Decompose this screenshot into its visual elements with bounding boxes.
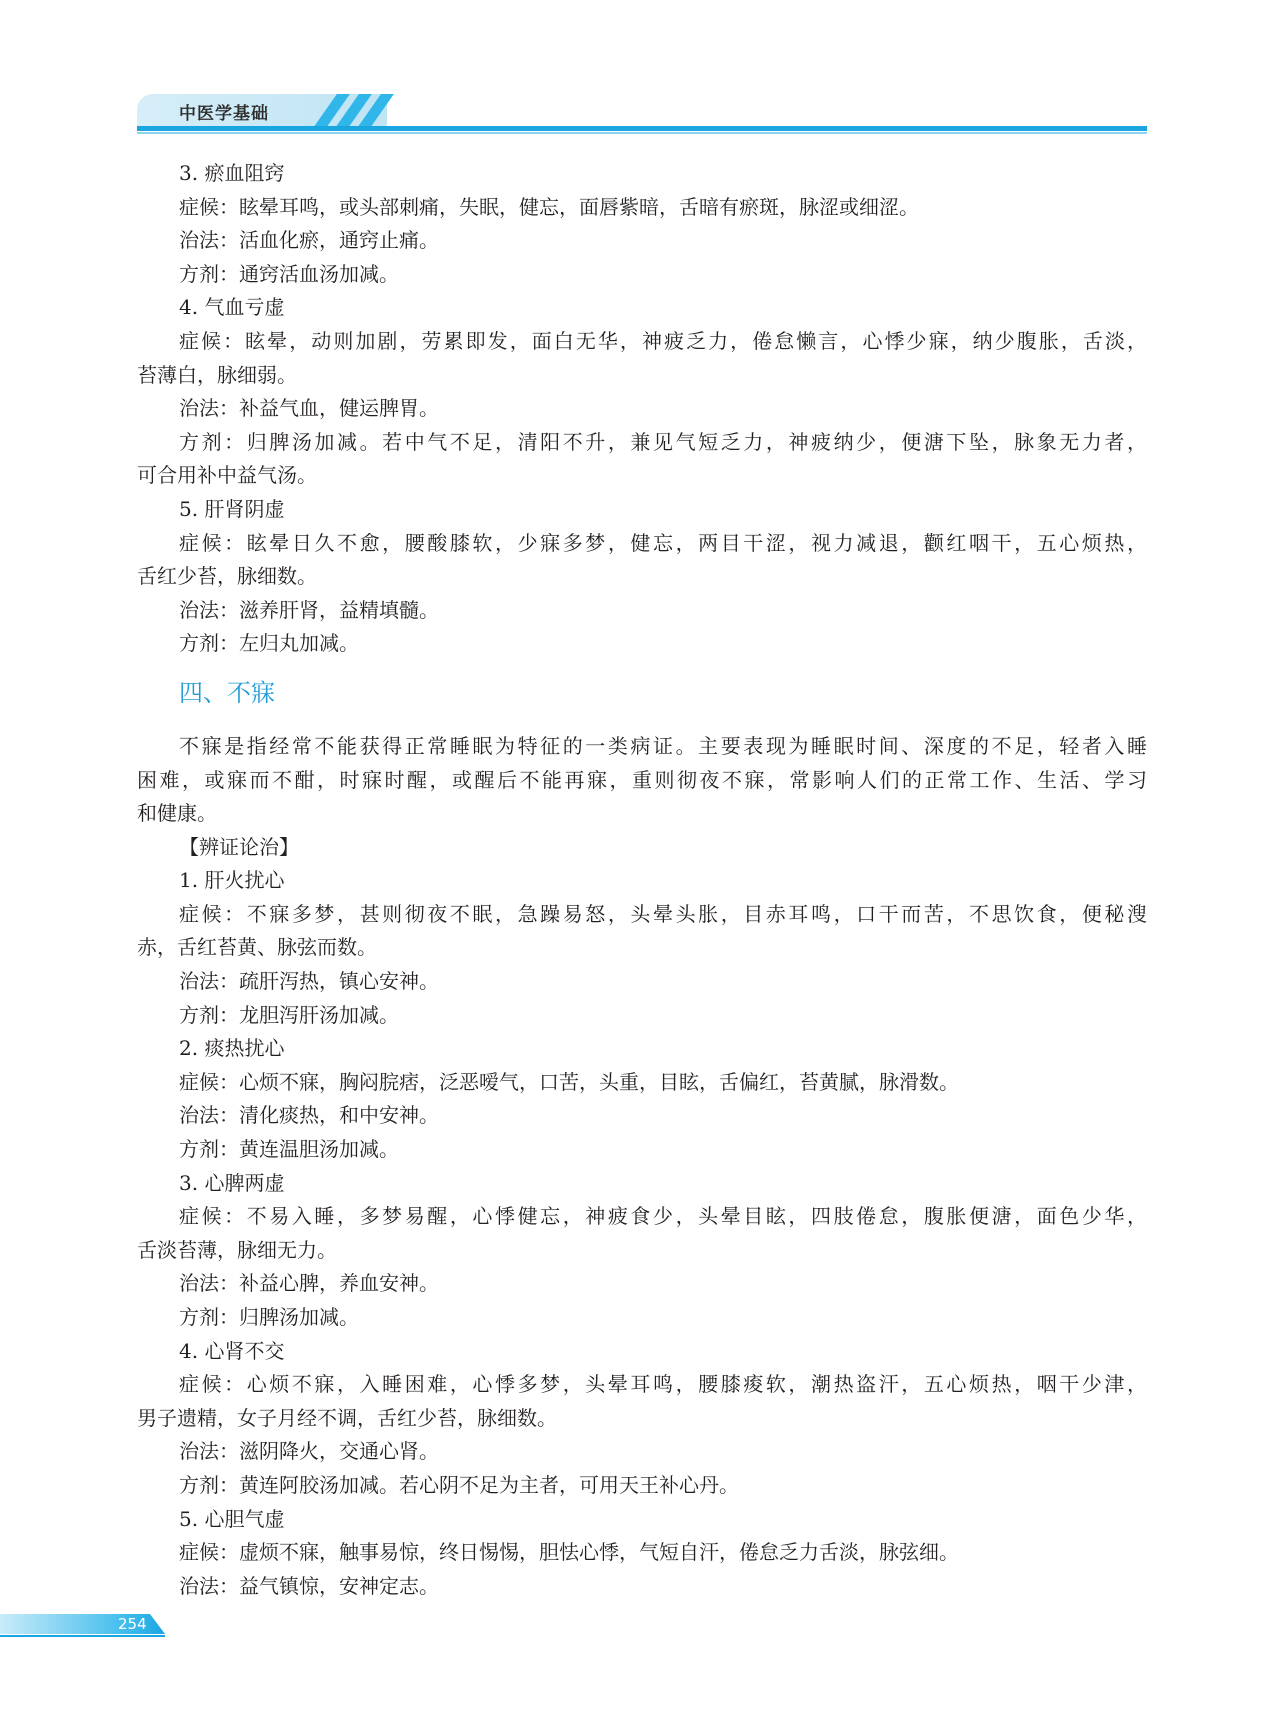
text-line: 舌淡苔薄，脉细无力。 [137, 1237, 337, 1262]
paragraph [137, 1469, 1147, 1503]
text-line: 治法：活血化瘀，通窍止痛。 [179, 228, 439, 253]
text-line: 治法：益气镇惊，安神定志。 [179, 1573, 439, 1598]
text-line: 治法：补益气血，健运脾胃。 [179, 396, 439, 421]
text-line: 方剂：黄连温胆汤加减。 [179, 1137, 399, 1162]
paragraph [137, 1536, 1147, 1570]
text-line: 3. 心脾两虚 [179, 1170, 285, 1195]
paragraph [137, 1066, 1147, 1100]
page-number: 254 [118, 1615, 147, 1633]
text-line: 症候：眩晕耳鸣，或头部刺痛，失眠，健忘，面唇紫暗，舌暗有瘀斑，脉涩或细涩。 [179, 194, 919, 219]
paragraph [137, 191, 1147, 225]
text-line: 4. 气血亏虚 [179, 295, 285, 320]
text-line: 不寐是指经常不能获得正常睡眠为特征的一类病证。主要表现为睡眠时间、深度的不足，轻者入睡 [179, 733, 1147, 758]
text-line: 方剂：龙胆泻肝汤加减。 [179, 1002, 399, 1027]
text-line: 2. 痰热扰心 [179, 1036, 285, 1061]
text-line: 症候：眩晕日久不愈，腰酸膝软，少寐多梦，健忘，两目干涩，视力减退，颧红咽干，五心烦热， [179, 530, 1147, 555]
page-header [137, 94, 1147, 134]
text-line: 4. 心肾不交 [179, 1338, 285, 1363]
paragraph [137, 1267, 1147, 1301]
page-body [137, 157, 1147, 1603]
paragraph [137, 999, 1147, 1033]
text-line: 治法：清化痰热，和中安神。 [179, 1103, 439, 1128]
paragraph [137, 1368, 1147, 1435]
text-line: 可合用补中益气汤。 [137, 463, 317, 488]
footer-rule [0, 1635, 165, 1637]
text-line: 舌红少苔，脉细数。 [137, 564, 317, 589]
paragraph [137, 864, 1147, 898]
text-line: 治法：疏肝泻热，镇心安神。 [179, 969, 439, 994]
text-line: 治法：补益心脾，养血安神。 [179, 1271, 439, 1296]
text-line: 方剂：归脾汤加减。 [179, 1305, 359, 1329]
paragraph [137, 258, 1147, 292]
text-line: 症候：心烦不寐，入睡困难，心悸多梦，头晕耳鸣，腰膝痠软，潮热盗汗，五心烦热，咽干少津， [179, 1372, 1147, 1397]
text-line: 症候：虚烦不寐，触事易惊，终日惕惕，胆怯心悸，气短自汗，倦怠乏力舌淡，脉弦细。 [179, 1540, 959, 1565]
text-line: 方剂：归脾汤加减。若中气不足，清阳不升，兼见气短乏力，神疲纳少，便溏下坠，脉象无力者， [179, 429, 1147, 454]
text-line: 症候：不寐多梦，甚则彻夜不眠，急躁易怒，头晕头胀，目赤耳鸣，口干而苦，不思饮食，便秘溲 [179, 901, 1147, 926]
paragraph [137, 224, 1147, 258]
paragraph [137, 527, 1147, 594]
paragraph [137, 1167, 1147, 1201]
paragraph [137, 730, 1147, 831]
text-line: 3. 瘀血阻窍 [179, 161, 285, 185]
paragraph [137, 594, 1147, 628]
paragraph [137, 493, 1147, 527]
text-line: 方剂：左归丸加减。 [179, 631, 359, 656]
paragraph [137, 831, 1147, 865]
paragraph [137, 426, 1147, 493]
section-heading: 四、不寐 [179, 678, 275, 707]
paragraph [137, 627, 1147, 661]
text-line: 1. 肝火扰心 [179, 868, 285, 893]
text-line: 治法：滋阴降火，交通心肾。 [179, 1439, 439, 1464]
paragraph [137, 1503, 1147, 1537]
text-line: 治法：滋养肝肾，益精填髓。 [179, 597, 439, 622]
paragraph [137, 325, 1147, 392]
text-line: 症候：心烦不寐，胸闷脘痞，泛恶嗳气，口苦，头重，目眩，舌偏红，苔黄腻，脉滑数。 [179, 1069, 959, 1094]
paragraph [137, 1200, 1147, 1267]
paragraph [137, 1301, 1147, 1335]
paragraph [137, 898, 1147, 965]
text-line: 方剂：黄连阿胶汤加减。若心阴不足为主者，可用天王补心丹。 [179, 1472, 739, 1497]
text-line: 方剂：通窍活血汤加减。 [179, 261, 399, 286]
book-title: 中医学基础 [179, 104, 269, 124]
paragraph [137, 392, 1147, 426]
paragraph [137, 291, 1147, 325]
text-line: 症候：眩晕，动则加剧，劳累即发，面白无华，神疲乏力，倦怠懒言，心悸少寐，纳少腹胀，舌淡， [179, 328, 1147, 353]
header-rule [137, 126, 1147, 131]
page-footer [0, 1614, 165, 1638]
text-line: 男子遗精，女子月经不调，舌红少苔，脉细数。 [137, 1405, 557, 1430]
text-line: 症候：不易入睡，多梦易醒，心悸健忘，神疲食少，头晕目眩，四肢倦怠，腹胀便溏，面色少华， [179, 1204, 1147, 1229]
paragraph [137, 1099, 1147, 1133]
paragraph [137, 1335, 1147, 1369]
paragraph [137, 1435, 1147, 1469]
text-line: 【辨证论治】 [179, 834, 299, 859]
text-line: 赤，舌红苔黄、脉弦而数。 [137, 935, 377, 960]
paragraph [137, 1133, 1147, 1167]
paragraph [137, 1032, 1147, 1066]
header-rule-thin [137, 132, 1147, 134]
paragraph [137, 1570, 1147, 1604]
text-line: 5. 肝肾阴虚 [179, 496, 285, 521]
paragraph [137, 965, 1147, 999]
text-line: 苔薄白，脉细弱。 [137, 362, 297, 387]
text-line: 和健康。 [137, 801, 217, 826]
text-line: 5. 心胆气虚 [179, 1506, 285, 1531]
paragraph [137, 157, 1147, 191]
text-line: 困难，或寐而不酣，时寐时醒，或醒后不能再寐，重则彻夜不寐，常影响人们的正常工作、生活、学习 [137, 767, 1147, 792]
